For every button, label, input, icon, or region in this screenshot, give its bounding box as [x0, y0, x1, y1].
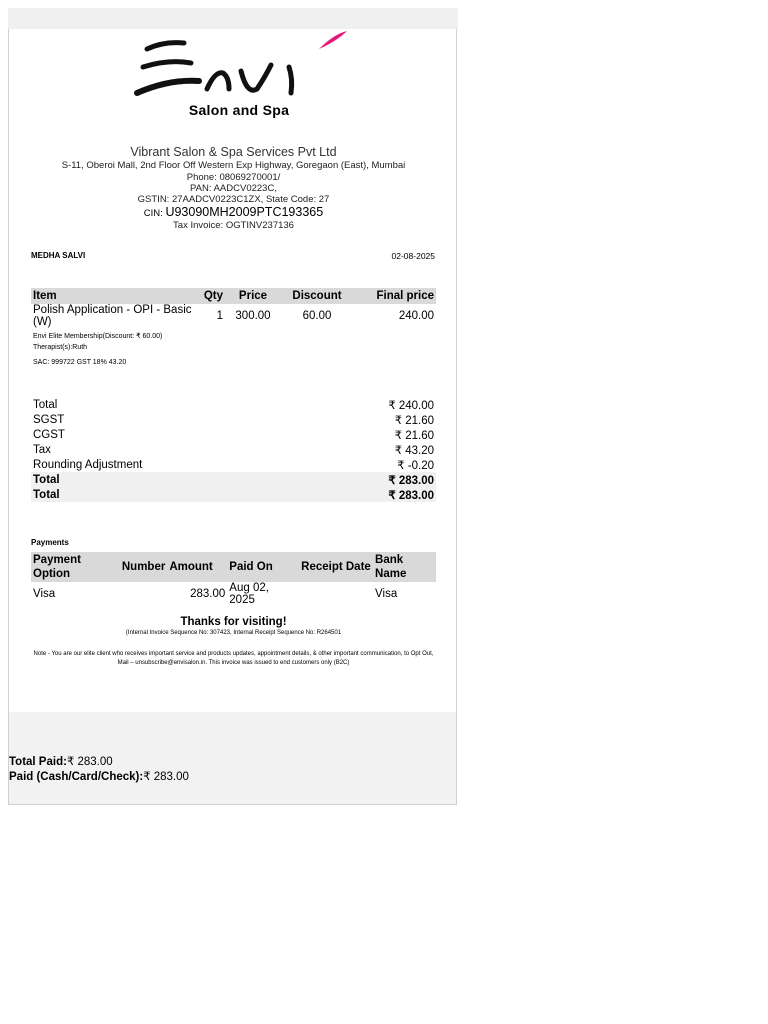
header-price: Price — [225, 288, 281, 304]
header-amount: Amount — [167, 552, 227, 582]
totals-value: ₹ 21.60 — [394, 429, 434, 442]
thanks-message: Thanks for visiting! — [180, 616, 287, 628]
envi-logo-icon — [129, 29, 349, 104]
cin-label: CIN: — [143, 208, 163, 219]
item-price: 300.00 — [235, 310, 271, 322]
payment-bank-name: Visa — [375, 588, 398, 600]
payments-header-row — [31, 552, 436, 582]
header-discount: Discount — [281, 288, 353, 304]
items-table — [31, 288, 436, 368]
payments-table — [31, 552, 436, 606]
item-detail-row — [31, 342, 436, 353]
item-membership: Envi Elite Membership(Discount: ₹ 60.00) — [33, 333, 163, 340]
customer-name: MEDHA SALVI — [31, 251, 86, 260]
total-paid — [9, 754, 113, 768]
totals-row — [31, 397, 436, 412]
payment-amount: 283.00 — [190, 588, 226, 600]
totals-row — [31, 487, 436, 502]
totals-value: ₹ 283.00 — [281, 487, 436, 502]
header-receipt-date: Receipt Date — [299, 552, 373, 582]
item-discount: 60.00 — [302, 310, 332, 322]
header-paid-on: Paid On — [227, 552, 299, 582]
totals-row — [31, 457, 436, 472]
company-cin — [9, 205, 458, 219]
header-bank-name: Bank Name — [373, 552, 436, 582]
company-pan: PAN: AADCV0223C, — [190, 183, 277, 194]
item-final-price: 240.00 — [398, 310, 434, 322]
header-qty: Qty — [199, 288, 225, 304]
tax-invoice-number: Tax Invoice: OGTINV237136 — [173, 220, 294, 231]
total-paid-label: Total Paid: — [9, 756, 67, 768]
footer-note: Note - You are our elite client who receives important service and products updates, appointment details, & other important communication, to Opt Out, Mail – unsubscribe@envisalon.in. This invoice was issued to end customers only (B2C) — [33, 651, 434, 666]
item-qty: 1 — [216, 310, 223, 322]
totals-label: Tax — [33, 443, 51, 456]
company-address: S-11, Oberoi Mall, 2nd Floor Off Western Exp Highway, Goregaon (East), Mumbai — [61, 160, 406, 171]
invoice-date: 02-08-2025 — [391, 251, 435, 261]
totals-value: ₹ 43.20 — [394, 444, 434, 457]
company-gstin: GSTIN: 27AADCV0223C1ZX, State Code: 27 — [137, 194, 330, 205]
totals-value: ₹ 283.00 — [281, 472, 436, 487]
totals-value: ₹ 240.00 — [388, 399, 434, 412]
payment-paid-on: Aug 02, 2025 — [229, 582, 269, 606]
cin-value: U93090MH2009PTC193365 — [165, 205, 324, 219]
top-bar — [8, 8, 458, 29]
totals-label: SGST — [33, 413, 65, 426]
totals-value: ₹ -0.20 — [397, 459, 434, 472]
totals-label: Rounding Adjustment — [33, 458, 143, 471]
paid-method-label: Paid (Cash/Card/Check): — [9, 771, 144, 783]
totals-label: Total — [31, 487, 281, 502]
totals-row — [31, 427, 436, 442]
total-paid-value: ₹ 283.00 — [66, 756, 113, 768]
totals-table — [31, 397, 436, 502]
sequence-info: (Internal Invoice Sequence No: 307423, Internal Receipt Sequence No: R264501 — [125, 630, 342, 636]
totals-label: Total — [31, 472, 281, 487]
totals-label: CGST — [33, 428, 65, 441]
totals-value: ₹ 21.60 — [394, 414, 434, 427]
table-row — [31, 582, 436, 606]
item-name: Polish Application - OPI - Basic (W) — [33, 304, 192, 328]
paid-method — [9, 769, 189, 783]
items-header-row — [31, 288, 436, 304]
envi-logo — [129, 29, 349, 119]
totals-row — [31, 412, 436, 427]
header-payment-option: Payment Option — [31, 552, 120, 582]
company-phone: Phone: 08069270001/ — [186, 172, 281, 183]
logo-tagline: Salon and Spa — [188, 102, 290, 118]
item-detail-row — [31, 353, 436, 368]
invoice-sheet — [8, 29, 457, 805]
company-name: Vibrant Salon & Spa Services Pvt Ltd — [130, 145, 337, 159]
item-sac: SAC: 999722 GST 18% 43.20 — [33, 359, 127, 366]
header-number: Number — [120, 552, 167, 582]
totals-label: Total — [33, 398, 58, 411]
paid-method-value: ₹ 283.00 — [143, 771, 189, 783]
payment-receipt-date — [299, 582, 373, 606]
item-detail-row — [31, 328, 436, 342]
item-therapist: Therapist(s):Ruth — [33, 344, 88, 351]
payment-summary — [9, 712, 456, 804]
header-item: Item — [31, 288, 199, 304]
payment-number — [120, 582, 167, 606]
totals-row — [31, 442, 436, 457]
payment-option: Visa — [33, 588, 56, 600]
header-final-price: Final price — [353, 288, 436, 304]
payments-title: Payments — [31, 538, 69, 547]
table-row — [31, 304, 436, 328]
totals-row — [31, 472, 436, 487]
